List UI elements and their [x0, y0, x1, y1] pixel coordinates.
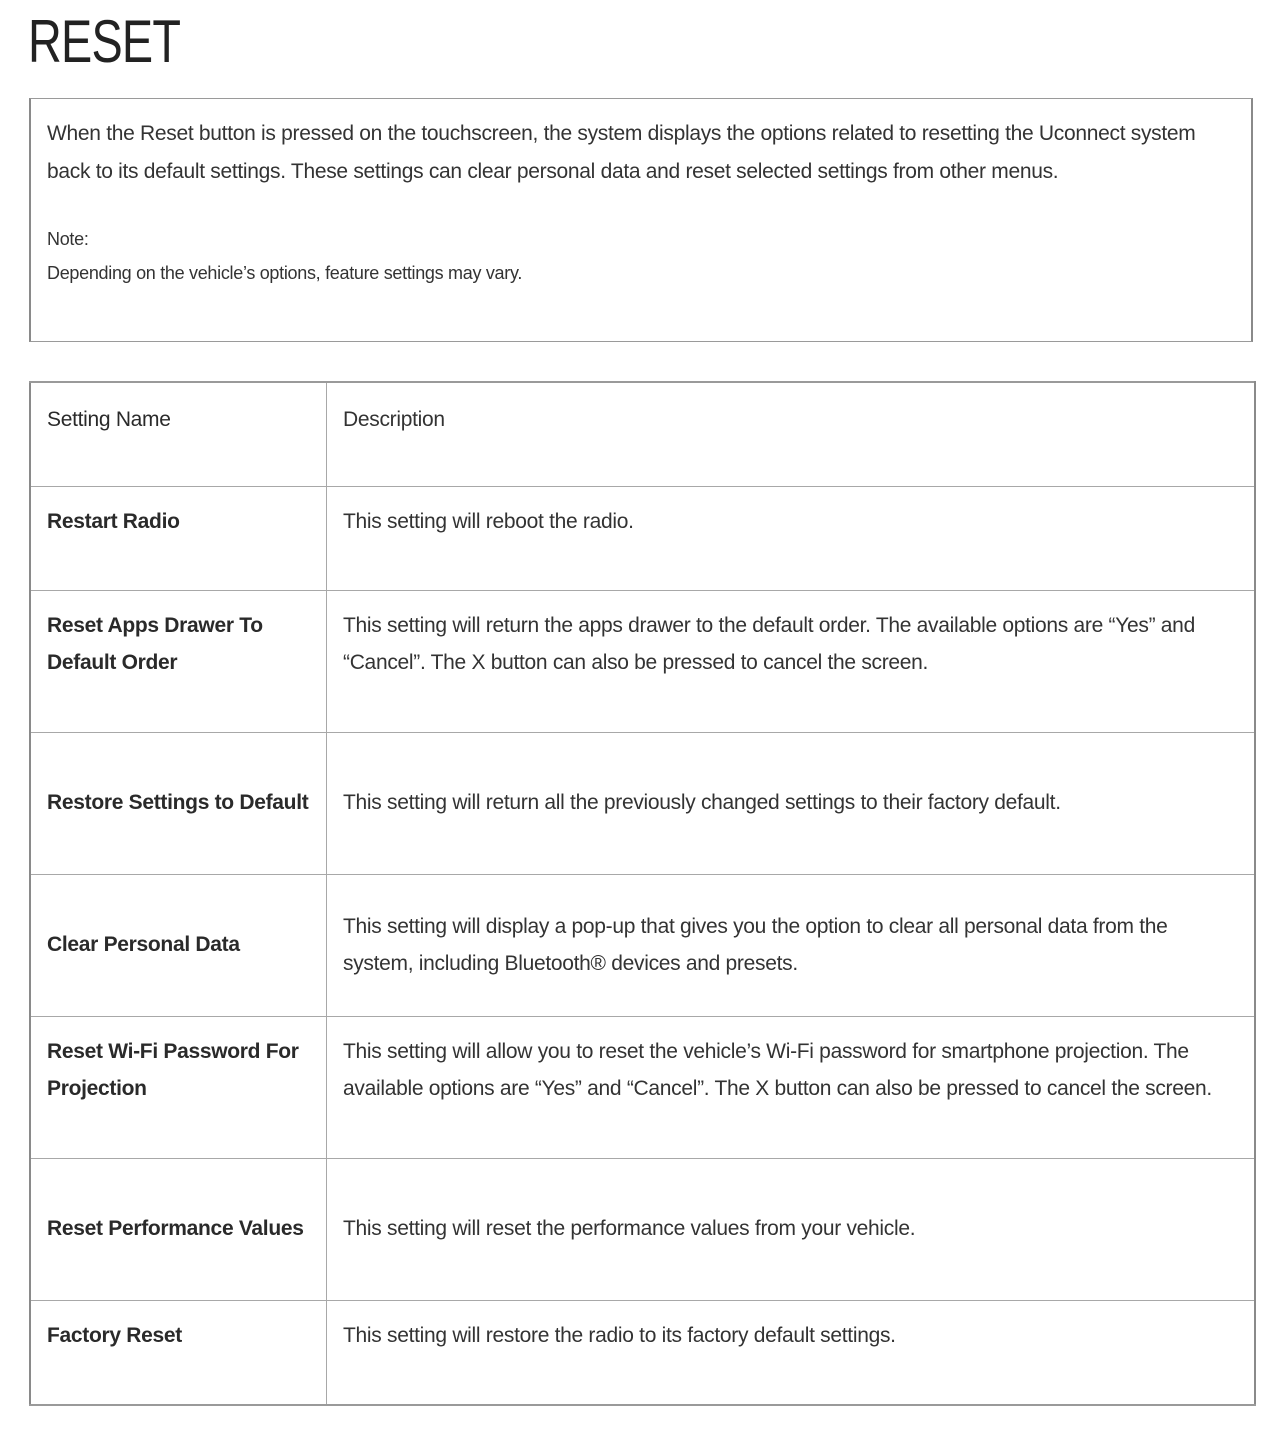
setting-name-restore-settings: Restore Settings to Default — [30, 732, 327, 874]
table-row — [30, 1158, 1255, 1300]
setting-description-reset-apps-drawer: This setting will return the apps drawer to the default order. The available options are “Yes” and “Cancel”. The X button can also be pressed to cancel the screen. — [327, 590, 1256, 732]
setting-description-restart-radio: This setting will reboot the radio. — [327, 486, 1256, 590]
setting-name-reset-performance-values: Reset Performance Values — [30, 1158, 327, 1300]
settings-table — [29, 381, 1256, 1406]
setting-description-factory-reset: This setting will restore the radio to its factory default settings. — [327, 1300, 1256, 1405]
table-header-row — [30, 382, 1255, 486]
intro-paragraph: When the Reset button is pressed on the touchscreen, the system displays the options related to resetting the Uconnect system back to its default settings. These settings can clear personal data and reset selected settings from other menus. — [47, 122, 1196, 183]
intro-box — [29, 98, 1253, 342]
setting-description-reset-wifi-password: This setting will allow you to reset the vehicle’s Wi-Fi password for smartphone projection. The available options are “Yes” and “Cancel”. The X button can also be pressed to cancel the screen. — [327, 1016, 1256, 1158]
table-row — [30, 732, 1255, 874]
header-description: Description — [327, 382, 1256, 486]
setting-description-reset-performance-values: This setting will reset the performance values from your vehicle. — [327, 1158, 1256, 1300]
page-title: RESET — [28, 8, 181, 75]
setting-name-reset-wifi-password: Reset Wi-Fi Password For Projection — [30, 1016, 327, 1158]
note-label: Note: — [47, 229, 89, 249]
setting-name-restart-radio: Restart Radio — [30, 486, 327, 590]
setting-name-clear-personal-data: Clear Personal Data — [30, 874, 327, 1016]
header-setting-name: Setting Name — [30, 382, 327, 486]
table-row — [30, 874, 1255, 1016]
table-row — [30, 1016, 1255, 1158]
note-text: Depending on the vehicle’s options, feature settings may vary. — [47, 263, 523, 283]
table-row — [30, 590, 1255, 732]
setting-description-restore-settings: This setting will return all the previously changed settings to their factory default. — [327, 732, 1256, 874]
setting-name-reset-apps-drawer: Reset Apps Drawer To Default Order — [30, 590, 327, 732]
table-row — [30, 1300, 1255, 1405]
setting-description-clear-personal-data: This setting will display a pop-up that gives you the option to clear all personal data from the system, including Bluetooth® devices and presets. — [327, 874, 1256, 1016]
table-row — [30, 486, 1255, 590]
setting-name-factory-reset: Factory Reset — [30, 1300, 327, 1405]
